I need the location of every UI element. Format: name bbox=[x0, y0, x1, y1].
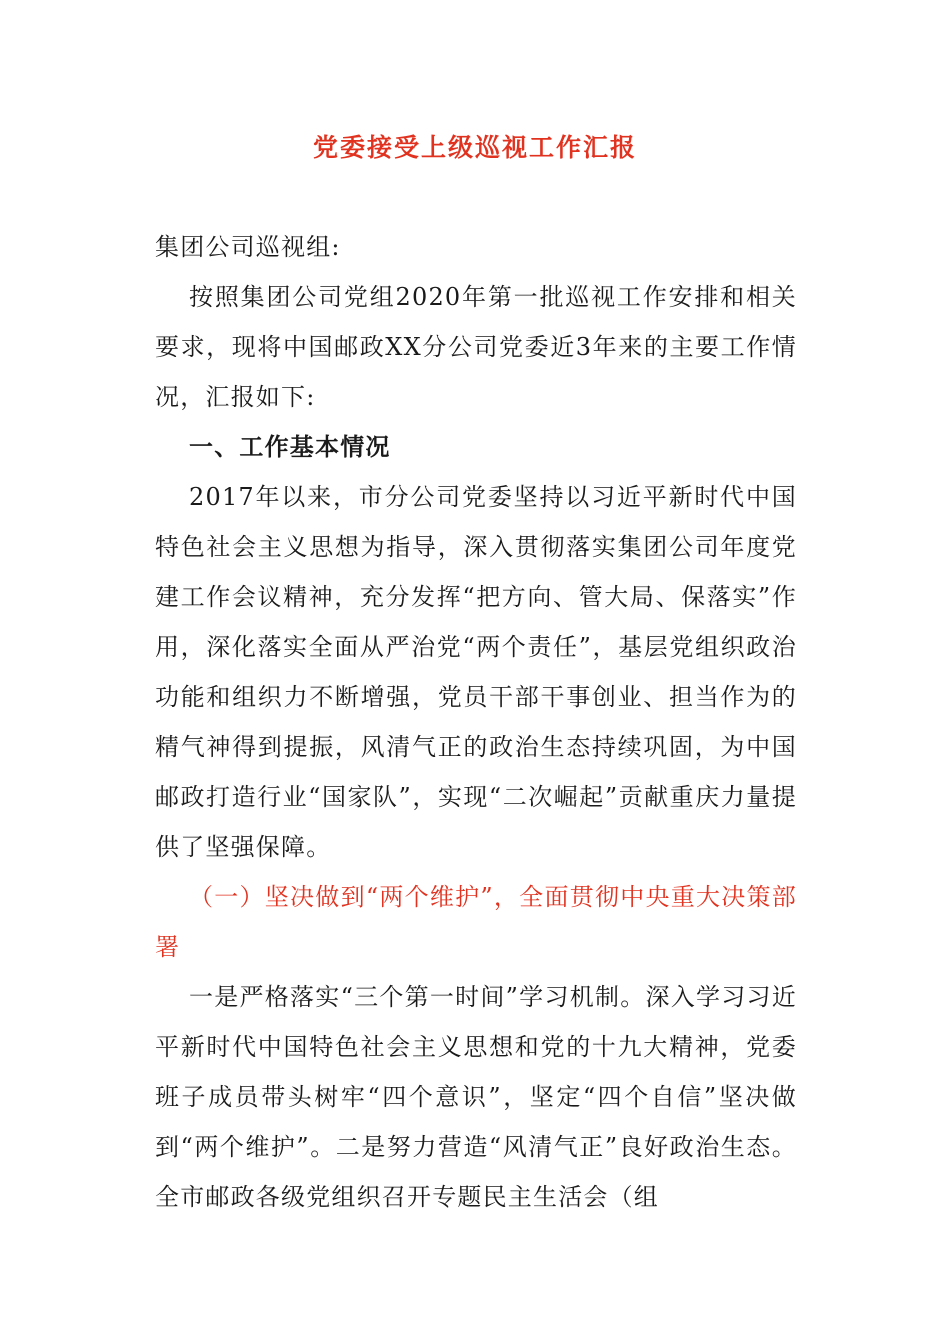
salutation: 集团公司巡视组: bbox=[155, 233, 341, 261]
section-heading-basic-situation: 一、工作基本情况 bbox=[189, 433, 391, 461]
document-title: 党委接受上级巡视工作汇报 bbox=[312, 133, 637, 162]
intro-paragraph: 按照集团公司党组2020年第一批巡视工作安排和相关要求，现将中国邮政XX分公司党委近3年来的主要工作情况，汇报如下: bbox=[155, 283, 797, 411]
document-body bbox=[155, 222, 797, 1222]
subsection-heading-two-safeguards: （一）坚决做到“两个维护”，全面贯彻中央重大决策部署 bbox=[155, 883, 797, 961]
subsection-paragraph-two-safeguards: 一是严格落实“三个第一时间”学习机制。深入学习习近平新时代中国特色社会主义思想和党的十九大精神，党委班子成员带头树牢“四个意识”，坚定“四个自信”坚决做到“两个维护”。二是努力营造“风清气正”良好政治生态。全市邮政各级党组织召开专题民主生活会（组 bbox=[155, 983, 797, 1211]
section-paragraph-basic-situation: 2017年以来，市分公司党委坚持以习近平新时代中国特色社会主义思想为指导，深入贯彻落实集团公司年度党建工作会议精神，充分发挥“把方向、管大局、保落实”作用，深化落实全面从严治党“两个责任”，基层党组织政治功能和组织力不断增强，党员干部干事创业、担当作为的精气神得到提振，风清气正的政治生态持续巩固，为中国邮政打造行业“国家队”，实现“二次崛起”贡献重庆力量提供了坚强保障。 bbox=[155, 483, 797, 861]
